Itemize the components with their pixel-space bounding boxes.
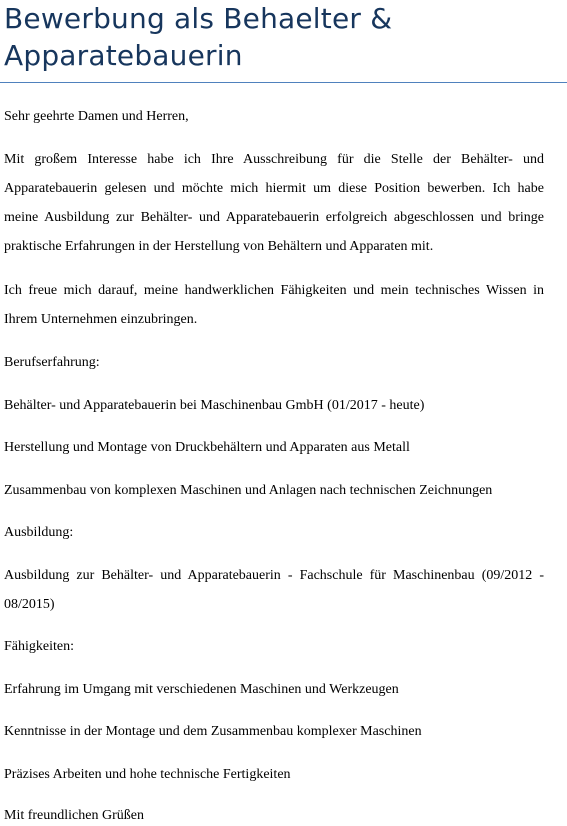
document-title: Bewerbung als Behaelter & Apparatebauerin [4,2,393,72]
list-item: Behälter- und Apparatebauerin bei Maschinenbau GmbH (01/2017 - heute) [4,398,425,413]
closing: Mit freundlichen Grüßen [4,808,144,823]
education-line: 08/2015) [4,597,55,612]
list-item: Präzises Arbeiten und hohe technische Fertigkeiten [4,767,291,782]
intro-line: Apparatebauerin gelesen und möchte mich hiermit um diese Position bewerben. Ich habe [4,181,544,196]
intro-line: Mit großem Interesse habe ich Ihre Ausschreibung für die Stelle der Behälter- und [4,152,544,167]
title-divider [0,82,567,83]
intro-line: meine Ausbildung zur Behälter- und Apparatebauerin erfolgreich abgeschlossen und bringe [4,210,544,225]
salutation: Sehr geehrte Damen und Herren, [4,109,189,124]
education-line: Ausbildung zur Behälter- und Apparatebauerin - Fachschule für Maschinenbau (09/2012 - [4,568,544,583]
motivation-line: Ich freue mich darauf, meine handwerklichen Fähigkeiten und mein technisches Wissen in [4,283,544,298]
education-heading: Ausbildung: [4,525,74,540]
list-item: Kenntnisse in der Montage und dem Zusammenbau komplexer Maschinen [4,724,422,739]
list-item: Herstellung und Montage von Druckbehältern und Apparaten aus Metall [4,440,410,455]
skills-heading: Fähigkeiten: [4,639,74,654]
list-item: Erfahrung im Umgang mit verschiedenen Maschinen und Werkzeugen [4,682,399,697]
intro-line: praktische Erfahrungen in der Herstellung von Behältern und Apparaten mit. [4,239,434,254]
list-item: Zusammenbau von komplexen Maschinen und Anlagen nach technischen Zeichnungen [4,483,493,498]
experience-heading: Berufserfahrung: [4,355,100,370]
motivation-line: Ihrem Unternehmen einzubringen. [4,312,198,327]
